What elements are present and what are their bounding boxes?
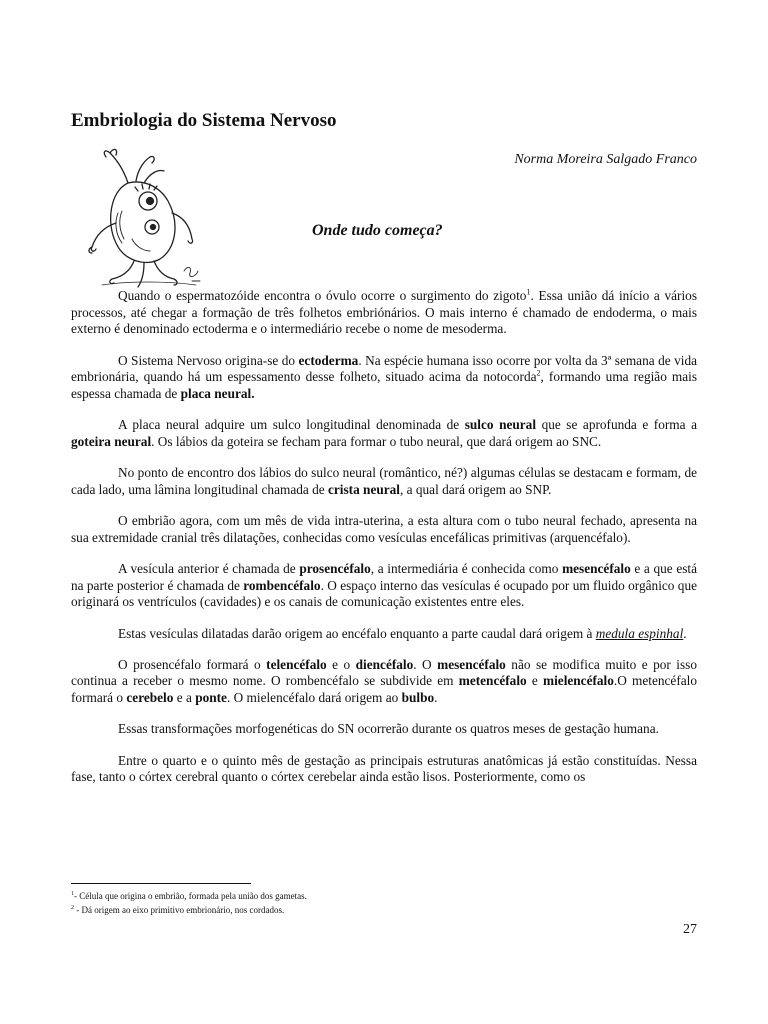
text-run: . O mielencéfalo dará origem ao <box>226 690 402 706</box>
text-run: , a intermediária é conhecida como <box>370 560 563 576</box>
footnote-ref: 2 <box>536 368 541 378</box>
bold-term: crista neural <box>327 481 400 497</box>
text-run: No ponto de encontro dos lábios do sulco neural (romântico, né?) algumas células se destacam e formam, de cada lado, uma lâmina longitudinal chamada de <box>71 465 697 497</box>
footnote-text: - Célula que origina o embrião, formada pela união dos gametas. <box>74 891 307 901</box>
text-run: . Na espécie humana isso ocorre por volta da 3ª semana de vida embrionária, quando há um espessamento desse folheto, situado acima da notocorda <box>71 352 697 385</box>
section-subtitle: Onde tudo começa? <box>312 222 443 239</box>
paragraph <box>71 417 697 450</box>
text-run: O Sistema Nervoso origina-se do <box>118 352 299 368</box>
paragraph <box>71 513 697 546</box>
text-run: . <box>434 690 438 706</box>
text-run: Entre o quarto e o quinto mês de gestação as principais estruturas anatômicas já estão constituídas. Nessa fase, tanto o córtex cerebral quanto o córtex cerebelar ainda estão lisos. Posteriormente, como os <box>71 752 697 785</box>
bold-term: metencéfalo <box>458 673 527 689</box>
footnotes <box>71 888 307 916</box>
bold-term: sulco neural <box>464 417 537 433</box>
bold-term: telencéfalo <box>266 656 327 672</box>
paragraph <box>71 626 697 643</box>
text-run: e <box>526 673 544 689</box>
bold-term: mielencéfalo <box>543 673 614 689</box>
bold-term: rombencéfalo <box>243 577 321 593</box>
paragraph <box>71 561 697 611</box>
paragraph <box>71 657 697 707</box>
text-run: O embrião agora, com um mês de vida intra-uterina, a esta altura com o tubo neural fechado, apresenta na sua extremidade cranial três dilatações, conhecidas como vesículas encefálicas primitivas (arquencéfalo). <box>71 513 697 545</box>
bold-term: placa neural. <box>180 386 255 402</box>
text-run: Quando o espermatozóide encontra o óvulo ocorre o surgimento do zigoto <box>118 288 527 303</box>
paragraph <box>71 753 697 786</box>
paragraph <box>71 721 697 738</box>
body-text <box>71 288 697 800</box>
bold-term: mesencéfalo <box>562 560 631 576</box>
paragraph <box>71 353 697 403</box>
text-run: O prosencéfalo formará o <box>118 656 267 672</box>
footnote-mark: 2 <box>71 905 74 911</box>
bold-term: prosencéfalo <box>299 560 371 576</box>
text-run: A placa neural adquire um sulco longitudinal denominada de <box>118 417 465 433</box>
embryo-cartoon-illustration <box>88 143 206 291</box>
paragraph <box>71 465 697 498</box>
text-run: . O <box>413 656 438 672</box>
bold-term: diencéfalo <box>355 656 414 672</box>
text-run: , formando uma região mais espessa chamada de <box>71 369 698 402</box>
footnote-text: - Dá origem ao eixo primitivo embrionário, nos cordados. <box>74 905 285 915</box>
footnote-ref: 1 <box>526 287 531 297</box>
document-title: Embriologia do Sistema Nervoso <box>71 110 337 131</box>
page-number: 27 <box>683 922 697 937</box>
emphasized-term: medula espinhal <box>595 625 684 641</box>
author-name: Norma Moreira Salgado Franco <box>514 152 697 167</box>
text-run: Essas transformações morfogenéticas do SN ocorrerão durante os quatros meses de gestação humana. <box>118 721 659 737</box>
paragraph <box>71 288 697 338</box>
bold-term: ponte <box>195 690 227 706</box>
footnote <box>71 902 307 916</box>
text-run: . O espaço interno das vesículas é ocupado por um fluido orgânico que originará os ventrículos (cavidades) e os canais de comunicação existentes entre eles. <box>71 577 697 610</box>
bold-term: bulbo <box>401 690 435 706</box>
footnote-divider <box>71 883 251 884</box>
footnote-mark: 1 <box>71 891 74 897</box>
text-run: e o <box>326 656 356 672</box>
text-run: que se aprofunda e forma a <box>536 417 697 433</box>
bold-term: cerebelo <box>126 690 174 706</box>
footnote <box>71 888 307 902</box>
text-run: não se modifica muito e por isso continua a receber o mesmo nome. O rombencéfalo se subdivide em <box>71 656 697 689</box>
text-run: . Os lábios da goteira se fecham para formar o tubo neural, que dará origem ao SNC. <box>151 433 602 449</box>
text-run: e a que está na parte posterior é chamada de <box>71 560 697 593</box>
text-run: e a <box>173 690 196 706</box>
text-run: A vesícula anterior é chamada de <box>118 560 300 576</box>
text-run: , a qual dará origem ao SNP. <box>400 481 552 497</box>
text-run: . <box>683 625 687 641</box>
text-run: Estas vesículas dilatadas darão origem ao encéfalo enquanto a parte caudal dará origem à <box>118 625 596 641</box>
text-run: . Essa união dá início a vários processos, até chegar a formação de três folhetos embriónários. O mais interno é chamado de endoderma, o mais externo é denominado ectoderma e o intermediário recebe o nome de mesoderma. <box>71 288 697 337</box>
bold-term: goteira neural <box>71 433 152 449</box>
text-run: .O metencéfalo formará o <box>71 673 698 706</box>
bold-term: mesencéfalo <box>437 656 506 672</box>
bold-term: ectoderma <box>298 352 359 368</box>
